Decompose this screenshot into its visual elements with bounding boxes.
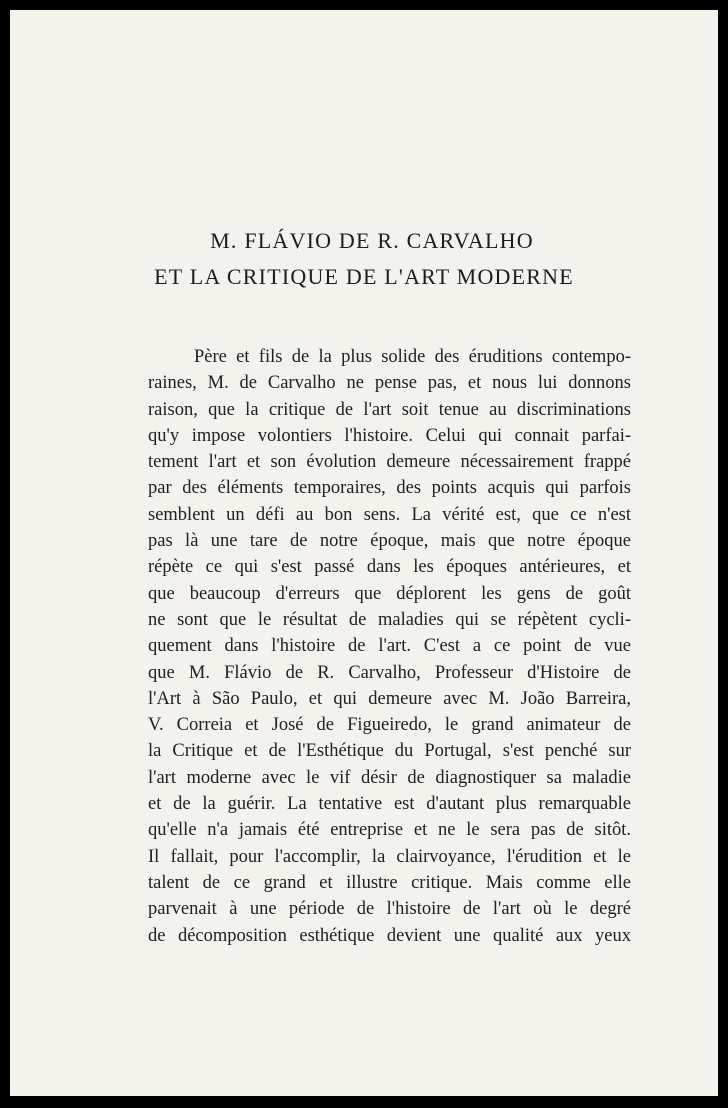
title-line-2: ET LA CRITIQUE DE L'ART MODERNE <box>154 264 574 289</box>
body-paragraph <box>148 344 631 949</box>
paragraph-line: par des éléments temporaires, des points acquis qui parfois <box>148 478 631 499</box>
paragraph-line: de décomposition esthétique devient une qualité aux yeux <box>148 925 631 946</box>
paragraph-line: raison, que la critique de l'art soit tenue au discriminations <box>148 399 631 420</box>
paragraph-line: tement l'art et son évolution demeure nécessairement frappé <box>148 452 631 473</box>
paragraph-line: l'art moderne avec le vif désir de diagnostiquer sa maladie <box>148 767 631 788</box>
paragraph-line: ne sont que le résultat de maladies qui se répètent cycli- <box>148 609 631 630</box>
paragraph-line: raines, M. de Carvalho ne pense pas, et nous lui donnons <box>148 373 631 394</box>
paragraph-line: que beaucoup d'erreurs que déplorent les gens de goût <box>148 583 631 604</box>
paragraph-line: V. Correia et José de Figueiredo, le grand animateur de <box>148 715 631 736</box>
document-title <box>10 223 718 295</box>
paragraph-line: qu'y impose volontiers l'histoire. Celui qui connait parfai- <box>148 425 631 446</box>
paragraph-line: Père et fils de la plus solide des éruditions contempo- <box>194 347 631 367</box>
paragraph-line: quement dans l'histoire de l'art. C'est a ce point de vue <box>148 636 631 657</box>
paragraph-line: la Critique et de l'Esthétique du Portugal, s'est penché sur <box>148 741 631 762</box>
paragraph-line: qu'elle n'a jamais été entreprise et ne le sera pas de sitôt. <box>148 820 631 841</box>
paragraph-line: pas là une tare de notre époque, mais que notre époque <box>148 531 631 552</box>
paragraph-line: et de la guérir. La tentative est d'autant plus remarquable <box>148 794 631 815</box>
paragraph-line: semblent un défi au bon sens. La vérité est, que ce n'est <box>148 504 631 525</box>
paragraph-line: talent de ce grand et illustre critique. Mais comme elle <box>148 872 631 893</box>
paragraph-line: que M. Flávio de R. Carvalho, Professeur d'Histoire de <box>148 662 631 683</box>
paragraph-line: répète ce qui s'est passé dans les époques antérieures, et <box>148 557 631 578</box>
paragraph-line: l'Art à São Paulo, et qui demeure avec M. João Barreira, <box>148 688 631 709</box>
title-line-1: M. FLÁVIO DE R. CARVALHO <box>210 228 534 253</box>
paragraph-line: parvenait à une période de l'histoire de l'art où le degré <box>148 899 631 920</box>
document-page <box>10 10 718 1096</box>
paragraph-line: Il fallait, pour l'accomplir, la clairvoyance, l'érudition et le <box>148 846 631 867</box>
